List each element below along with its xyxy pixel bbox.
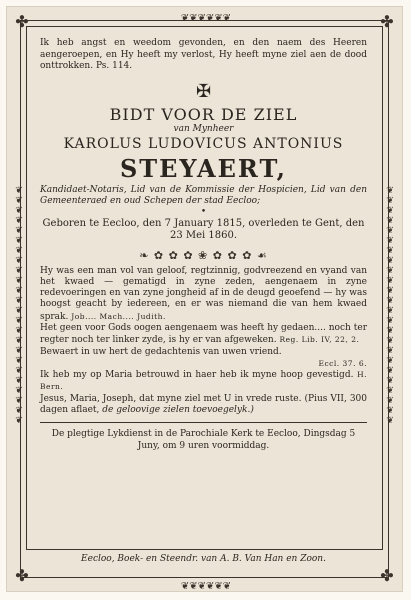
reference: Job.... Mach.... Judith. [71,311,166,321]
given-names: KAROLUS LUDOVICUS ANTONIUS [63,135,344,152]
reference: H. Bern. [40,370,367,392]
epigraph-ref: Ps. 114. [95,61,133,71]
paragraph-3: Bewaert in uw hert de gedachtenis van uwen vriend. [40,346,282,357]
paragraph-4: Ik heb my op Maria betrouwd in haer heb ik myne hoop gevestigd. H. Bern. [40,370,367,392]
corner-ornament-icon: ✤ [380,566,394,585]
corner-ornament-icon: ✤ [15,566,29,585]
divider-rule [40,422,367,423]
bottom-ornament-icon: ❦❦❦❦❦❦ [180,582,232,592]
cross-icon: ✠ [195,80,212,102]
epigraph [40,38,367,73]
paragraph-1: Hy was een man vol van geloof, regtzinnig, godvreezend en vyand van het kwaed — gematigd in zyne zeden, aengenaem in zyne redevoeringen en van zyne jongheid af in de deugd geoefend — hy was hoogst geacht by iedereen, en er was niemand die van hem kwaed sprak. Job.... Mach.... Judith. [40,265,367,322]
epigraph-text: Ik heb angst en weedom gevonden, en den naem des Heeren aengeroepen, en Hy heeft my verlost, Hy heeft myne ziel aen de dood onttrokken. [40,38,367,71]
left-ornament-icon: ❦ ❦ ❦ ❦ ❦ ❦ ❦ ❦ ❦ ❦ ❦ ❦ ❦ ❦ ❦ ❦ ❦ ❦ ❦ ❦ ❦ ❦ ❦ ❦ [15,186,23,426]
top-ornament-icon: ❦❦❦❦❦❦ [180,14,232,24]
card-content [40,38,367,452]
corner-ornament-icon: ✤ [15,12,29,31]
printer-line: Eecloo, Boek- en Steendr. van A. B. Van Han en Zoon. [81,554,326,564]
floral-divider-icon: ❧ ✿ ✿ ✿ ❀ ✿ ✿ ✿ ☙ [139,248,268,262]
surname: STEYAERT, [119,153,288,183]
van-mynheer: van Mynheer [173,123,234,134]
funeral-notice: De plegtige Lykdienst in de Parochiale Kerk te Eecloo, Dingsdag 5 Juny, om 9 uren voormiddag. [51,429,356,451]
birth-death-dates: Geboren te Eecloo, den 7 January 1815, overleden te Gent, den 23 Mei 1860. [42,217,365,241]
paragraph-5: Jesus, Maria, Joseph, dat myne ziel met U in vrede ruste. (Pius VII, 300 dagen aflaet, de geloovige zielen toevoegelyk.) [40,393,367,416]
paragraph-2: Het geen voor Gods oogen aengenaem was heeft hy gedaen.... noch ter regter noch ter linker zyde, is hy er van afgeweken. Reg. Lib. IV, 22, 2. [40,322,367,346]
reference: Reg. Lib. IV, 22, 2. [279,335,360,345]
heading: BIDT VOOR DE ZIEL [109,104,298,124]
right-ornament-icon: ❦ ❦ ❦ ❦ ❦ ❦ ❦ ❦ ❦ ❦ ❦ ❦ ❦ ❦ ❦ ❦ ❦ ❦ ❦ ❦ ❦ ❦ ❦ ❦ [386,186,394,426]
memorial-card [6,6,403,592]
reference: Eccl. 37. 6. [318,358,367,368]
dot-separator: • [200,206,207,217]
titles: Kandidaet-Notaris, Lid van de Kommissie der Hospicien, Lid van den Gemeenteraed en oud Schepen der stad Eecloo; [40,184,367,206]
corner-ornament-icon: ✤ [380,12,394,31]
